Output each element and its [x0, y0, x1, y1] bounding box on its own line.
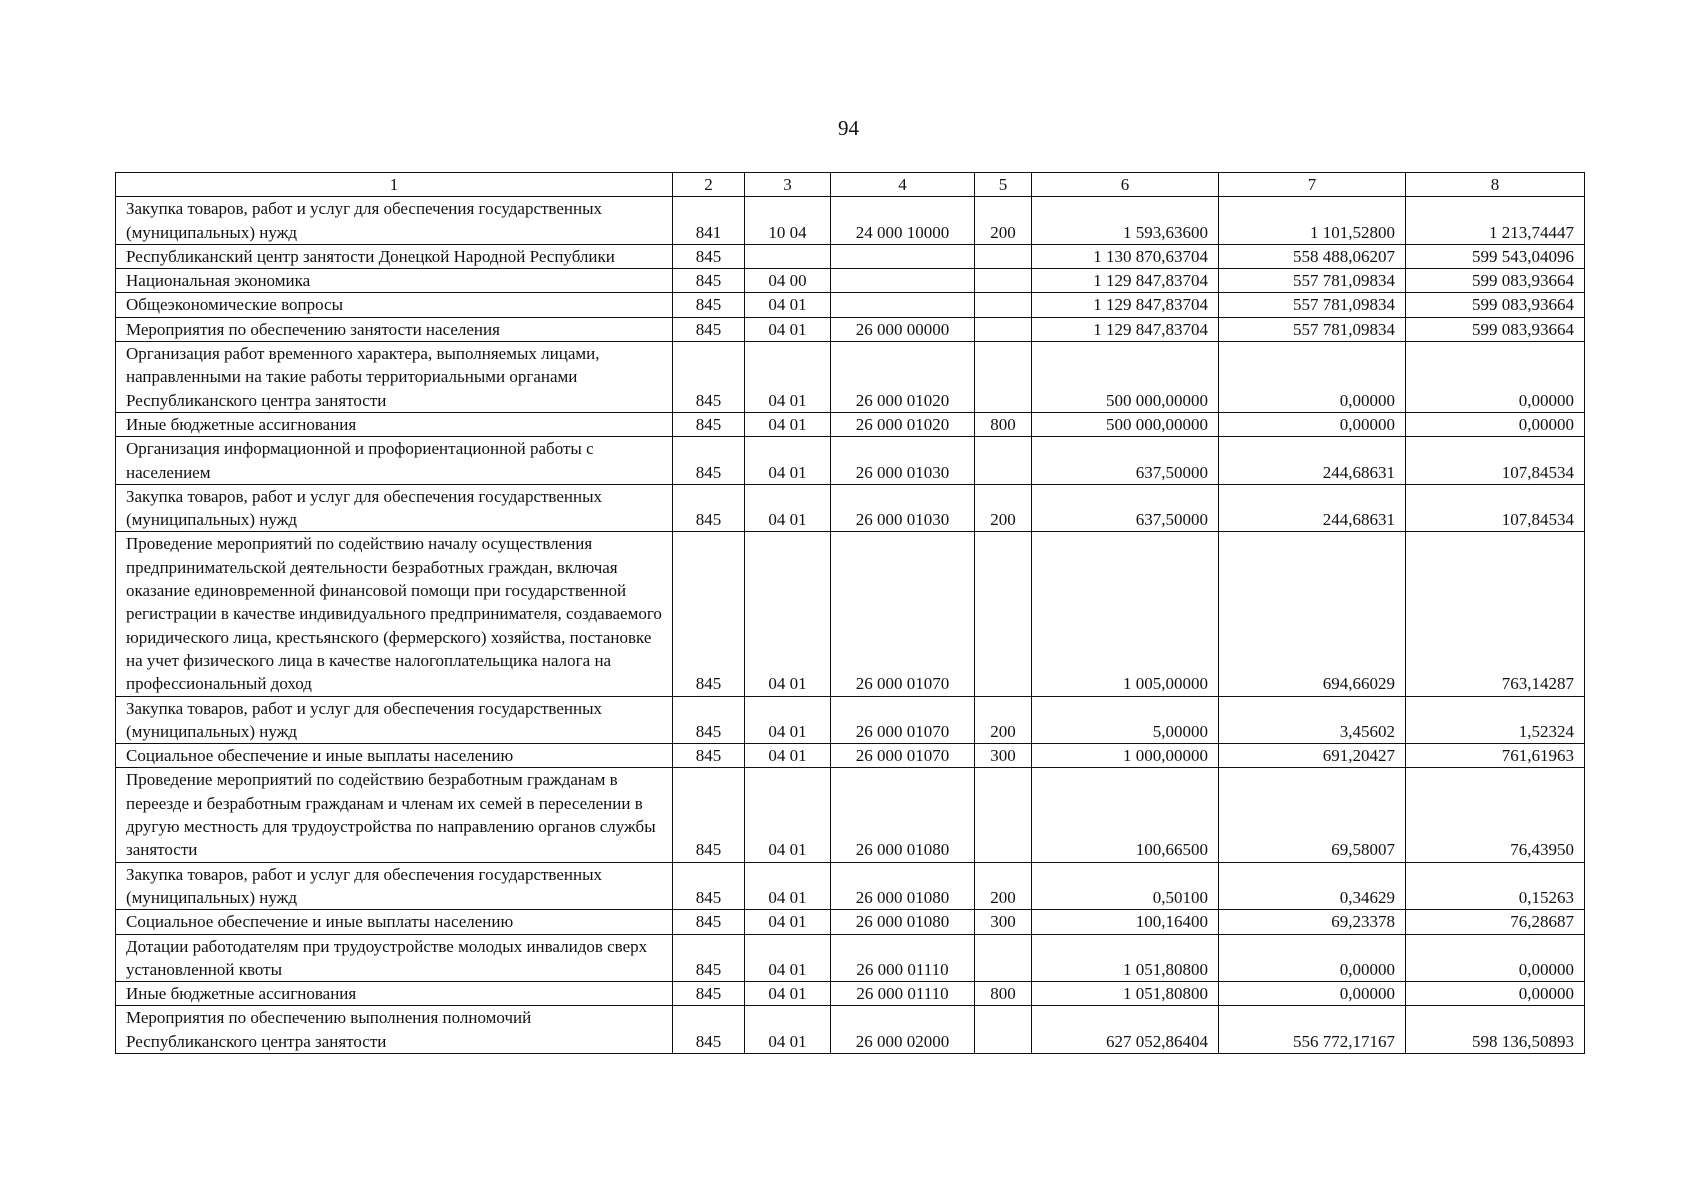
row-amount-cell: 637,50000: [1032, 437, 1219, 485]
row-ministry-cell: 845: [673, 244, 745, 268]
row-expense-type-cell: [975, 269, 1032, 293]
row-amount-cell: 627 052,86404: [1032, 1006, 1219, 1054]
row-amount-cell: 0,00000: [1219, 982, 1406, 1006]
table-row: [116, 484, 1585, 532]
row-section-cell: 04 01: [745, 484, 831, 532]
row-amount-cell: 1 051,80800: [1032, 982, 1219, 1006]
row-target-cell: 26 000 01030: [831, 484, 975, 532]
row-amount-cell: 0,00000: [1406, 934, 1585, 982]
row-section-cell: 04 01: [745, 982, 831, 1006]
row-amount-cell: 0,00000: [1219, 934, 1406, 982]
row-ministry-cell: 845: [673, 532, 745, 696]
row-ministry-cell: 845: [673, 862, 745, 910]
row-expense-type-cell: [975, 342, 1032, 413]
row-expense-type-cell: [975, 437, 1032, 485]
row-target-cell: 26 000 00000: [831, 317, 975, 341]
row-expense-type-cell: 300: [975, 744, 1032, 768]
row-expense-type-cell: 200: [975, 484, 1032, 532]
row-amount-cell: 1 130 870,63704: [1032, 244, 1219, 268]
row-target-cell: 26 000 01080: [831, 910, 975, 934]
row-amount-cell: 1 129 847,83704: [1032, 293, 1219, 317]
page-number: 94: [838, 116, 859, 140]
row-amount-cell: 1 213,74447: [1406, 197, 1585, 245]
row-section-cell: [745, 244, 831, 268]
row-amount-cell: 107,84534: [1406, 484, 1585, 532]
row-section-cell: 04 01: [745, 412, 831, 436]
row-amount-cell: 76,28687: [1406, 910, 1585, 934]
row-amount-cell: 1 593,63600: [1032, 197, 1219, 245]
row-ministry-cell: 845: [673, 342, 745, 413]
row-section-cell: 04 01: [745, 317, 831, 341]
table-row: [116, 934, 1585, 982]
row-amount-cell: 637,50000: [1032, 484, 1219, 532]
row-name-cell: Мероприятия по обеспечению выполнения полномочий Республиканского центра занятости: [116, 1006, 673, 1054]
table-row: [116, 412, 1585, 436]
header-cell: 1: [116, 173, 673, 197]
table-row: [116, 910, 1585, 934]
row-section-cell: 04 01: [745, 910, 831, 934]
row-section-cell: 04 01: [745, 342, 831, 413]
row-target-cell: 26 000 01030: [831, 437, 975, 485]
header-cell: 3: [745, 173, 831, 197]
row-ministry-cell: 845: [673, 437, 745, 485]
row-target-cell: 26 000 01110: [831, 934, 975, 982]
row-amount-cell: 691,20427: [1219, 744, 1406, 768]
row-amount-cell: 558 488,06207: [1219, 244, 1406, 268]
row-ministry-cell: 845: [673, 982, 745, 1006]
table-row: [116, 532, 1585, 696]
row-ministry-cell: 845: [673, 293, 745, 317]
row-section-cell: 04 01: [745, 768, 831, 862]
row-amount-cell: 599 083,93664: [1406, 293, 1585, 317]
row-amount-cell: 244,68631: [1219, 437, 1406, 485]
row-target-cell: 26 000 01020: [831, 342, 975, 413]
row-ministry-cell: 845: [673, 412, 745, 436]
table-row: [116, 342, 1585, 413]
header-row: [116, 173, 1585, 197]
row-target-cell: [831, 293, 975, 317]
row-expense-type-cell: 200: [975, 696, 1032, 744]
row-amount-cell: 1 000,00000: [1032, 744, 1219, 768]
row-amount-cell: 761,61963: [1406, 744, 1585, 768]
row-target-cell: 26 000 02000: [831, 1006, 975, 1054]
row-name-cell: Организация работ временного характера, выполняемых лицами, направленными на такие работы территориальными органами Республиканского центра занятости: [116, 342, 673, 413]
row-amount-cell: 0,00000: [1219, 412, 1406, 436]
row-target-cell: 26 000 01080: [831, 862, 975, 910]
row-amount-cell: 0,34629: [1219, 862, 1406, 910]
row-amount-cell: 1 005,00000: [1032, 532, 1219, 696]
row-section-cell: 04 01: [745, 532, 831, 696]
row-name-cell: Общеэкономические вопросы: [116, 293, 673, 317]
table-row: [116, 696, 1585, 744]
row-ministry-cell: 845: [673, 910, 745, 934]
row-section-cell: 04 01: [745, 293, 831, 317]
row-target-cell: 26 000 01070: [831, 532, 975, 696]
row-name-cell: Иные бюджетные ассигнования: [116, 412, 673, 436]
row-name-cell: Социальное обеспечение и иные выплаты населению: [116, 744, 673, 768]
row-amount-cell: 0,15263: [1406, 862, 1585, 910]
row-target-cell: 26 000 01080: [831, 768, 975, 862]
table-row: [116, 293, 1585, 317]
row-amount-cell: 500 000,00000: [1032, 412, 1219, 436]
row-ministry-cell: 845: [673, 768, 745, 862]
header-cell: 7: [1219, 173, 1406, 197]
row-name-cell: Закупка товаров, работ и услуг для обеспечения государственных (муниципальных) нужд: [116, 696, 673, 744]
row-amount-cell: 5,00000: [1032, 696, 1219, 744]
row-amount-cell: 1 129 847,83704: [1032, 269, 1219, 293]
table-row: [116, 1006, 1585, 1054]
row-amount-cell: 69,23378: [1219, 910, 1406, 934]
row-amount-cell: 556 772,17167: [1219, 1006, 1406, 1054]
row-expense-type-cell: [975, 244, 1032, 268]
row-amount-cell: 1 101,52800: [1219, 197, 1406, 245]
row-amount-cell: 1 129 847,83704: [1032, 317, 1219, 341]
row-ministry-cell: 845: [673, 269, 745, 293]
row-expense-type-cell: [975, 768, 1032, 862]
row-amount-cell: 100,66500: [1032, 768, 1219, 862]
row-name-cell: Проведение мероприятий по содействию началу осуществления предпринимательской деятельности безработных граждан, включая оказание единовременной финансовой помощи при государственной регистрации в качестве индивидуального предпринимателя, создаваемого юридического лица, крестьянского (фермерского) хозяйства, постановке на учет физического лица в качестве налогоплательщика налога на профессиональный доход: [116, 532, 673, 696]
row-expense-type-cell: 800: [975, 982, 1032, 1006]
row-name-cell: Закупка товаров, работ и услуг для обеспечения государственных (муниципальных) нужд: [116, 862, 673, 910]
row-target-cell: [831, 244, 975, 268]
header-cell: 6: [1032, 173, 1219, 197]
row-target-cell: 26 000 01020: [831, 412, 975, 436]
row-section-cell: 10 04: [745, 197, 831, 245]
row-section-cell: 04 01: [745, 696, 831, 744]
table-row: [116, 317, 1585, 341]
row-amount-cell: 0,00000: [1219, 342, 1406, 413]
row-expense-type-cell: 800: [975, 412, 1032, 436]
row-expense-type-cell: [975, 1006, 1032, 1054]
row-amount-cell: 0,00000: [1406, 342, 1585, 413]
row-amount-cell: 694,66029: [1219, 532, 1406, 696]
row-target-cell: 26 000 01070: [831, 744, 975, 768]
row-ministry-cell: 845: [673, 744, 745, 768]
table-body: [116, 197, 1585, 1054]
row-amount-cell: 69,58007: [1219, 768, 1406, 862]
header-cell: 2: [673, 173, 745, 197]
row-section-cell: 04 00: [745, 269, 831, 293]
row-section-cell: 04 01: [745, 1006, 831, 1054]
row-target-cell: 24 000 10000: [831, 197, 975, 245]
header-cell: 5: [975, 173, 1032, 197]
table-row: [116, 768, 1585, 862]
row-expense-type-cell: 300: [975, 910, 1032, 934]
table-row: [116, 244, 1585, 268]
row-amount-cell: 76,43950: [1406, 768, 1585, 862]
header-cell: 4: [831, 173, 975, 197]
row-amount-cell: 557 781,09834: [1219, 293, 1406, 317]
row-name-cell: Дотации работодателям при трудоустройстве молодых инвалидов сверх установленной квоты: [116, 934, 673, 982]
row-amount-cell: 599 543,04096: [1406, 244, 1585, 268]
row-amount-cell: 0,00000: [1406, 982, 1585, 1006]
row-expense-type-cell: [975, 293, 1032, 317]
row-amount-cell: 1 051,80800: [1032, 934, 1219, 982]
row-expense-type-cell: [975, 532, 1032, 696]
row-amount-cell: 0,50100: [1032, 862, 1219, 910]
table-row: [116, 437, 1585, 485]
row-ministry-cell: 841: [673, 197, 745, 245]
row-ministry-cell: 845: [673, 696, 745, 744]
row-ministry-cell: 845: [673, 484, 745, 532]
row-name-cell: Организация информационной и профориентационной работы с населением: [116, 437, 673, 485]
row-amount-cell: 500 000,00000: [1032, 342, 1219, 413]
row-target-cell: 26 000 01070: [831, 696, 975, 744]
row-amount-cell: 3,45602: [1219, 696, 1406, 744]
row-amount-cell: 557 781,09834: [1219, 317, 1406, 341]
row-amount-cell: 557 781,09834: [1219, 269, 1406, 293]
row-section-cell: 04 01: [745, 437, 831, 485]
row-name-cell: Национальная экономика: [116, 269, 673, 293]
row-name-cell: Закупка товаров, работ и услуг для обеспечения государственных (муниципальных) нужд: [116, 484, 673, 532]
row-name-cell: Мероприятия по обеспечению занятости населения: [116, 317, 673, 341]
row-expense-type-cell: 200: [975, 197, 1032, 245]
row-target-cell: 26 000 01110: [831, 982, 975, 1006]
table-row: [116, 744, 1585, 768]
row-amount-cell: 0,00000: [1406, 412, 1585, 436]
table-row: [116, 982, 1585, 1006]
table-row: [116, 269, 1585, 293]
row-amount-cell: 107,84534: [1406, 437, 1585, 485]
row-amount-cell: 598 136,50893: [1406, 1006, 1585, 1054]
row-expense-type-cell: [975, 934, 1032, 982]
row-amount-cell: 100,16400: [1032, 910, 1219, 934]
row-amount-cell: 244,68631: [1219, 484, 1406, 532]
table-row: [116, 197, 1585, 245]
row-name-cell: Республиканский центр занятости Донецкой Народной Республики: [116, 244, 673, 268]
table-row: [116, 862, 1585, 910]
header-cell: 8: [1406, 173, 1585, 197]
row-name-cell: Закупка товаров, работ и услуг для обеспечения государственных (муниципальных) нужд: [116, 197, 673, 245]
row-target-cell: [831, 269, 975, 293]
row-ministry-cell: 845: [673, 934, 745, 982]
row-expense-type-cell: [975, 317, 1032, 341]
row-section-cell: 04 01: [745, 744, 831, 768]
row-name-cell: Иные бюджетные ассигнования: [116, 982, 673, 1006]
row-amount-cell: 763,14287: [1406, 532, 1585, 696]
row-amount-cell: 599 083,93664: [1406, 269, 1585, 293]
row-section-cell: 04 01: [745, 862, 831, 910]
row-ministry-cell: 845: [673, 1006, 745, 1054]
row-amount-cell: 1,52324: [1406, 696, 1585, 744]
row-name-cell: Социальное обеспечение и иные выплаты населению: [116, 910, 673, 934]
row-amount-cell: 599 083,93664: [1406, 317, 1585, 341]
row-name-cell: Проведение мероприятий по содействию безработным гражданам в переезде и безработным гражданам и членам их семей в переселении в другую местность для трудоустройства по направлению органов службы занятости: [116, 768, 673, 862]
row-ministry-cell: 845: [673, 317, 745, 341]
budget-table: [115, 172, 1585, 1054]
row-expense-type-cell: 200: [975, 862, 1032, 910]
row-section-cell: 04 01: [745, 934, 831, 982]
